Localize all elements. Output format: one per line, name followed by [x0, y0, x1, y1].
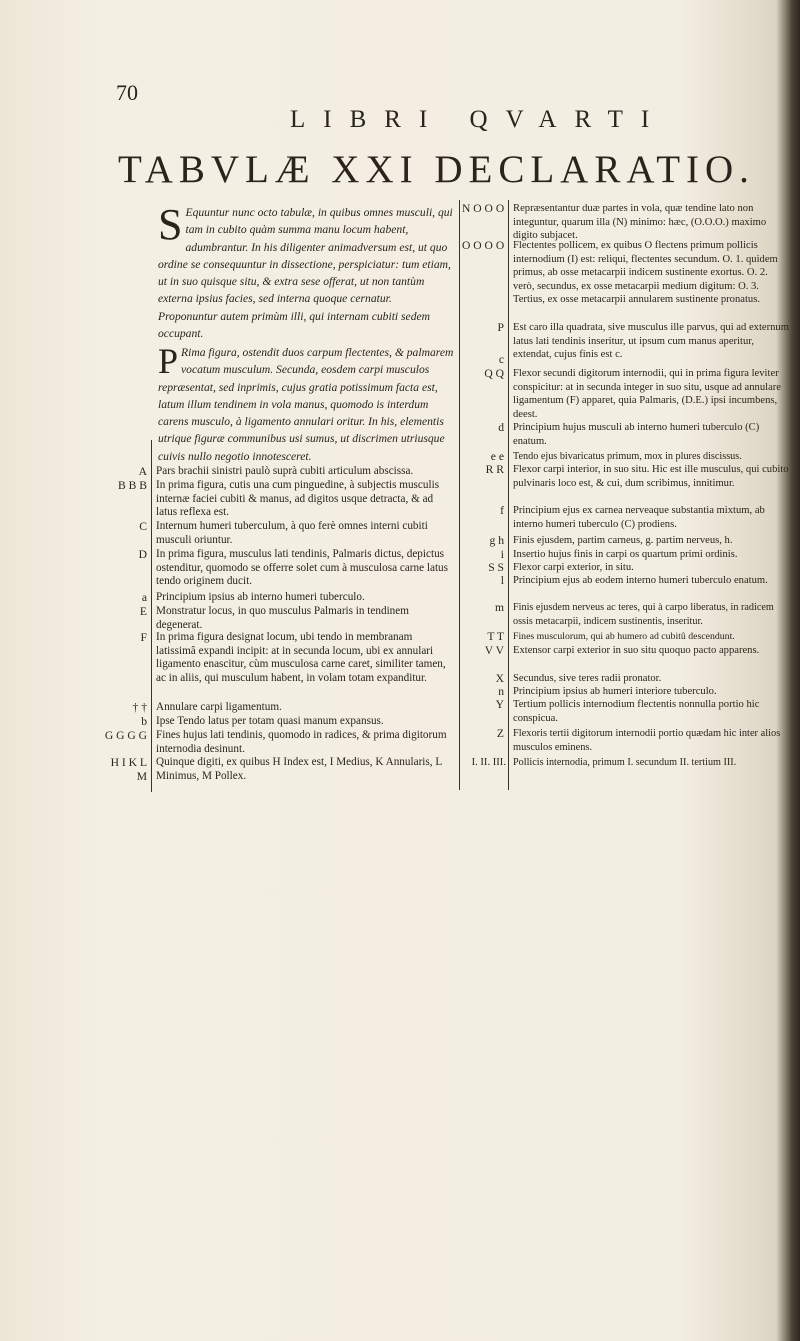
column-rule-right [508, 200, 509, 790]
legend-key: Z [496, 727, 504, 740]
legend-key: V V [484, 644, 504, 657]
intro-text: Equuntur nunc octo tabulæ, in quibus omnes musculi, qui tam in cubito quàm summa manu locum habent, adumbrantur. In his diligenter animadversum est, ut quo ordine se consequuntur in dissectione, perspiciatur: tum etiam, ut in suo quisque situ, & extra sese offerat, ut non tantùm externa ipsius facies, sed interna quoque cernatur. Proponuntur autem primùm illi, qui internam cubiti sedem occupant. [158, 206, 453, 341]
legend-key: Q Q [484, 367, 504, 380]
legend-text: Tendo ejus bivaricatus primum, mox in plures discissus. [513, 451, 742, 462]
legend-text: Flectentes pollicem, ex quibus O flectens primum pollicis internodium (I) est: reliqui, flectentes secundum. O. 1. quidem primus, ab osse metacarpii indicem sustinente exortus. O. 2. verò, secundus, ex osse metacarpii medium digitum: O. 3. Tertius, ex osse metacarpii annularem sustinente pronatus. [513, 240, 778, 306]
legend-text: In prima figura designat locum, ubi tendo in membranam latissimâ expandi incipit: at in secunda locum, ubi ex annulari ligamento enascitur, cùm musculosa carne caret, similiter tamen, ac in aliis, qui musculum habent, in volam totam expanditur. [156, 631, 446, 684]
legend-text: Pars brachii sinistri paulò suprà cubiti articulum abscissa. [156, 465, 414, 477]
legend-key: m [494, 601, 504, 614]
legend-key: b [141, 715, 147, 728]
legend-text: Principium hujus musculi ab interno humeri tuberculo (C) enatum. [513, 422, 760, 447]
legend-text: Flexor carpi exterior, in situ. [513, 562, 634, 573]
legend-key: l [500, 574, 504, 587]
legend-key: B B B [118, 479, 147, 492]
legend-text: Fines hujus lati tendinis, quomodo in radices, & prima digitorum internodia desinunt. [156, 729, 447, 755]
legend-text: Principium ejus ex carnea nerveaque substantia mixtum, ab interno humeri tuberculo (C) prodiens. [513, 505, 765, 530]
legend-key: C [139, 520, 147, 533]
legend-text: Insertio hujus finis in carpi os quartum primi ordinis. [513, 549, 738, 560]
legend-key: R R [485, 463, 504, 476]
legend-key: a [141, 591, 147, 604]
legend-text: Ipse Tendo latus per totam quasi manum expansus. [156, 715, 384, 727]
intro-paragraph-1 [158, 200, 454, 342]
legend-key: i [500, 548, 504, 561]
legend-text: Repræsentantur duæ partes in vola, quæ tendine lato non integuntur, quarum illa (N) minimo: hæc, (O.O.O.) maximo digito subjacet. [513, 203, 767, 242]
legend-key: P [497, 321, 504, 334]
legend-key: g h [489, 534, 504, 547]
legend-text: Pollicis internodia, primum I. secundum II. tertium III. [513, 757, 737, 768]
legend-text: Flexor secundi digitorum internodii, qui in prima figura leviter conspicitur: at in secunda integer in suo situ, usque ad annulare ligamentum (F) apparet, quia Palmaris, (D.E.) ipsi incumbens, deest. [513, 368, 782, 420]
column-rule-left [151, 440, 152, 792]
legend-text: Quinque digiti, ex quibus H Index est, I Medius, K Annularis, L Minimus, M Pollex. [156, 756, 442, 782]
legend-key: N O O O [462, 202, 505, 215]
legend-key: X [495, 672, 504, 685]
legend-text: Tertium pollicis internodium flectentis nonnulla portio hic conspicua. [513, 699, 760, 724]
drop-cap: S [158, 200, 183, 249]
legend-key: n [498, 685, 504, 698]
legend-key: † † [132, 701, 147, 714]
legend-text: Secundus, sive teres radii pronator. [513, 673, 662, 684]
page-title: TABVLÆ XXI DECLARATIO. [118, 148, 755, 191]
legend-text: Flexoris tertii digitorum internodii portio quædam hic inter alios musculos eminens. [513, 728, 781, 753]
legend-text: Est caro illa quadrata, sive musculus ille parvus, qui ad externum latus lati tendinis inseritur, ut ipsum cum manus aperitur, extendat, cujus finis est c. [513, 322, 789, 361]
legend-key: D [138, 548, 147, 561]
legend-text: Flexor carpi interior, in suo situ. Hic est ille musculus, qui cubito pulvinaris loco est, & cui, dum scribimus, innitimur. [513, 464, 789, 489]
drop-cap: P [158, 341, 179, 381]
intro-paragraph-2 [158, 341, 454, 465]
legend-key: E [139, 605, 147, 618]
legend-text: In prima figura, cutis una cum pinguedine, à subjectis musculis internæ faciei cubiti & manus, ad digitos usque detracta, & ad latus reflexa est. [156, 479, 440, 519]
legend-key: e e [490, 450, 504, 463]
legend-text: Principium ipsius ab humeri interiore tuberculo. [513, 686, 717, 697]
legend-key: T T [487, 630, 504, 643]
legend-text: Extensor carpi exterior in suo situ quoquo pacto apparens. [513, 645, 760, 656]
legend-text: Annulare carpi ligamentum. [156, 701, 282, 713]
legend-key: O O O O [462, 239, 505, 252]
legend-key: Y [495, 698, 504, 711]
legend-text: Finis ejusdem, partim carneus, g. partim nerveus, h. [513, 535, 733, 546]
legend-key: A [138, 465, 147, 478]
running-title: LIBRI QVARTI [290, 106, 668, 133]
legend-key: S S [488, 561, 504, 574]
legend-key: H I K L M [110, 756, 147, 783]
legend-text: Monstratur locus, in quo musculus Palmaris in tendinem degenerat. [156, 605, 409, 631]
intro-text: Rima figura, ostendit duos carpum flectentes, & palmarem vocatum musculum. Secunda, eosdem carpi musculos repræsentat, sed inprimis, cujus gratia potissimum facta est, latum illum tendinem in vola manus, quomodo is interdum carens musculo, à ligamento annulari oritur. In his, elementis utrique figuræ communibus usi sumus, ut discrimen utriusque cuivis nullo negotio innotesceret. [158, 346, 454, 463]
legend-key: G G G G [104, 729, 147, 742]
column-rule-middle [459, 200, 460, 790]
legend-key: d [498, 421, 504, 434]
legend-text: In prima figura, musculus lati tendinis, Palmaris dictus, depictus ostenditur, quomodo se offerre solet cum à musculosa carne latus tendo originem ducit. [156, 548, 449, 588]
legend-text: Principium ipsius ab interno humeri tuberculo. [156, 591, 365, 603]
legend-text: Internum humeri tuberculum, à quo ferè omnes interni cubiti musculi oriuntur. [156, 520, 428, 546]
legend-key: I. II. III. [471, 757, 506, 768]
legend-key: c [498, 353, 504, 366]
page-number: 70 [116, 80, 138, 105]
legend-text: Fines musculorum, qui ab humero ad cubitû descendunt. [513, 631, 735, 642]
legend-key: f [500, 504, 504, 517]
legend-text: Finis ejusdem nerveus ac teres, qui à carpo liberatus, in radicem ossis metacarpii, indicem sustinentis, inseritur. [513, 602, 774, 627]
legend-text: Principium ejus ab eodem interno humeri tuberculo enatum. [513, 575, 768, 586]
legend-key: F [140, 631, 147, 644]
